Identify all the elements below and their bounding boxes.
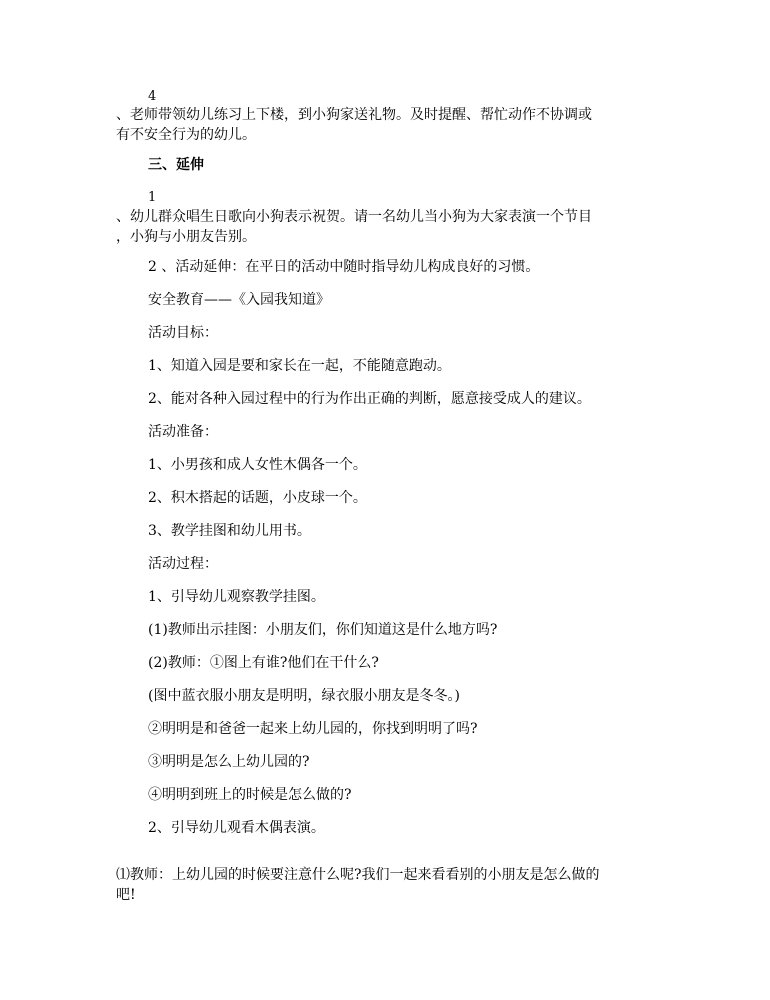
step-1-1: (1)教师出示挂图：小朋友们，你们知道这是什么地方吗? bbox=[148, 622, 498, 638]
step-2-1-line2: 吧! bbox=[116, 887, 136, 903]
para1-line1: 、老师带领幼儿练习上下楼，到小狗家送礼物。及时提醒、帮忙动作不协调或 bbox=[116, 107, 592, 123]
step-2-1-line1: ⑴教师：上幼儿园的时候要注意什么呢?我们一起来看看别的小朋友是怎么做的 bbox=[116, 867, 600, 883]
process-label: 活动过程： bbox=[148, 556, 218, 572]
step-1-2: (2)教师：①图上有谁?他们在干什么? bbox=[148, 655, 379, 671]
step-1-note: (图中蓝衣服小朋友是明明，绿衣服小朋友是冬冬。) bbox=[148, 688, 460, 704]
prep-1: 1、小男孩和成人女性木偶各一个。 bbox=[148, 457, 367, 473]
para2-line2: ，小狗与小朋友告别。 bbox=[116, 229, 256, 245]
question-4: ④明明到班上的时候是怎么做的? bbox=[148, 787, 352, 803]
step-2: 2、引导幼儿观看木偶表演。 bbox=[148, 820, 325, 836]
para1-line2: 有不安全行为的幼儿。 bbox=[116, 127, 256, 143]
lesson-title: 安全教育——《入园我知道》 bbox=[148, 292, 330, 308]
para2-number: 1 bbox=[148, 190, 157, 205]
goal-2: 2、能对各种入园过程中的行为作出正确的判断，愿意接受成人的建议。 bbox=[148, 391, 591, 407]
goals-label: 活动目标： bbox=[148, 325, 218, 341]
prep-3: 3、教学挂图和幼儿用书。 bbox=[148, 523, 311, 539]
para1-number: 4 bbox=[148, 89, 157, 104]
question-2: ②明明是和爸爸一起来上幼儿园的，你找到明明了吗? bbox=[148, 721, 478, 737]
step-1: 1、引导幼儿观察教学挂图。 bbox=[148, 589, 325, 605]
question-3: ③明明是怎么上幼儿园的? bbox=[148, 754, 310, 770]
prep-2: 2、积木搭起的话题，小皮球一个。 bbox=[148, 490, 367, 506]
section3-heading: 三、延伸 bbox=[148, 157, 204, 173]
prep-label: 活动准备： bbox=[148, 424, 218, 440]
item-extension: 2 、活动延伸：在平日的活动中随时指导幼儿构成良好的习惯。 bbox=[148, 259, 540, 275]
goal-1: 1、知道入园是要和家长在一起，不能随意跑动。 bbox=[148, 358, 451, 374]
para2-line1: 、幼儿群众唱生日歌向小狗表示祝贺。请一名幼儿当小狗为大家表演一个节目 bbox=[116, 209, 592, 225]
